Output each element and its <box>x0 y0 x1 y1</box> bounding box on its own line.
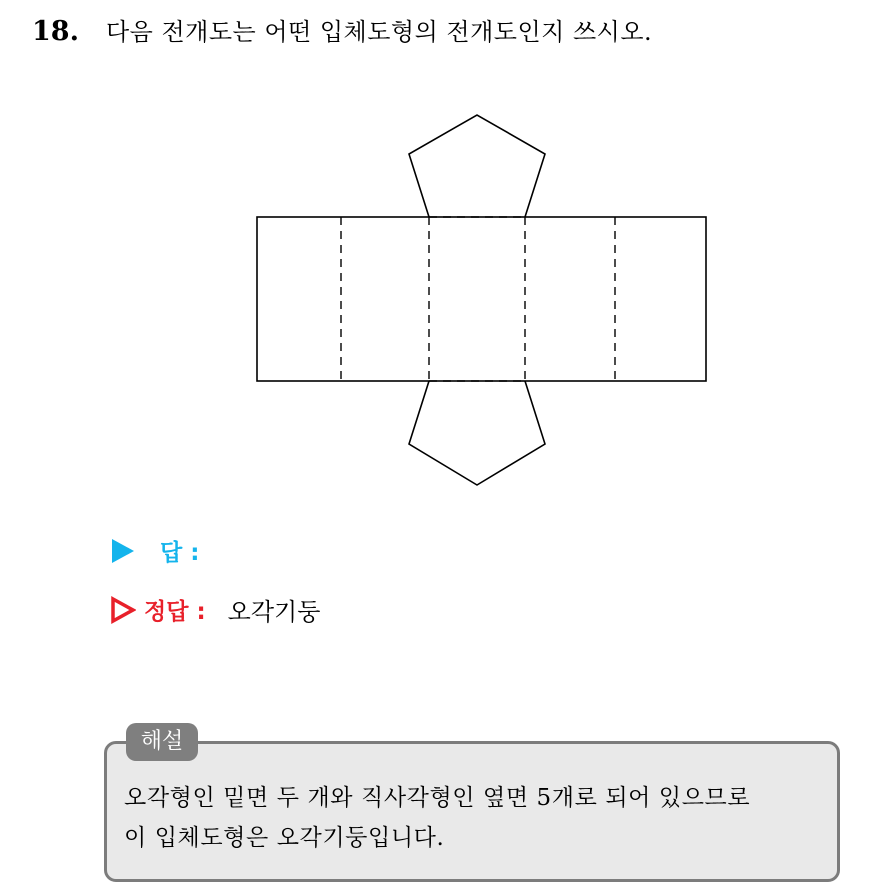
net-lateral-strip <box>257 217 706 381</box>
explanation-tab: 해설 <box>126 723 198 761</box>
explanation-line-2: 이 입체도형은 오각기둥입니다. <box>124 825 445 851</box>
net-bottom-pentagon <box>409 381 545 485</box>
correct-answer-row <box>110 592 320 627</box>
answer-row <box>110 534 221 567</box>
play-triangle-icon <box>110 536 136 566</box>
answer-label: 답 : <box>160 540 200 566</box>
question-prompt: 다음 전개도는 어떤 입체도형의 전개도인지 쓰시오. <box>106 18 653 46</box>
net-top-pentagon <box>409 115 545 217</box>
correct-answer-value: 오각기둥 <box>227 598 321 626</box>
outline-triangle-icon <box>110 595 136 625</box>
explanation-line-1: 오각형인 밑면 두 개와 직사각형인 옆면 5개로 되어 있으므로 <box>124 785 751 811</box>
question-number: 18. <box>32 16 79 47</box>
explanation-text <box>124 778 834 858</box>
correct-answer-label: 정답 : <box>144 599 206 625</box>
